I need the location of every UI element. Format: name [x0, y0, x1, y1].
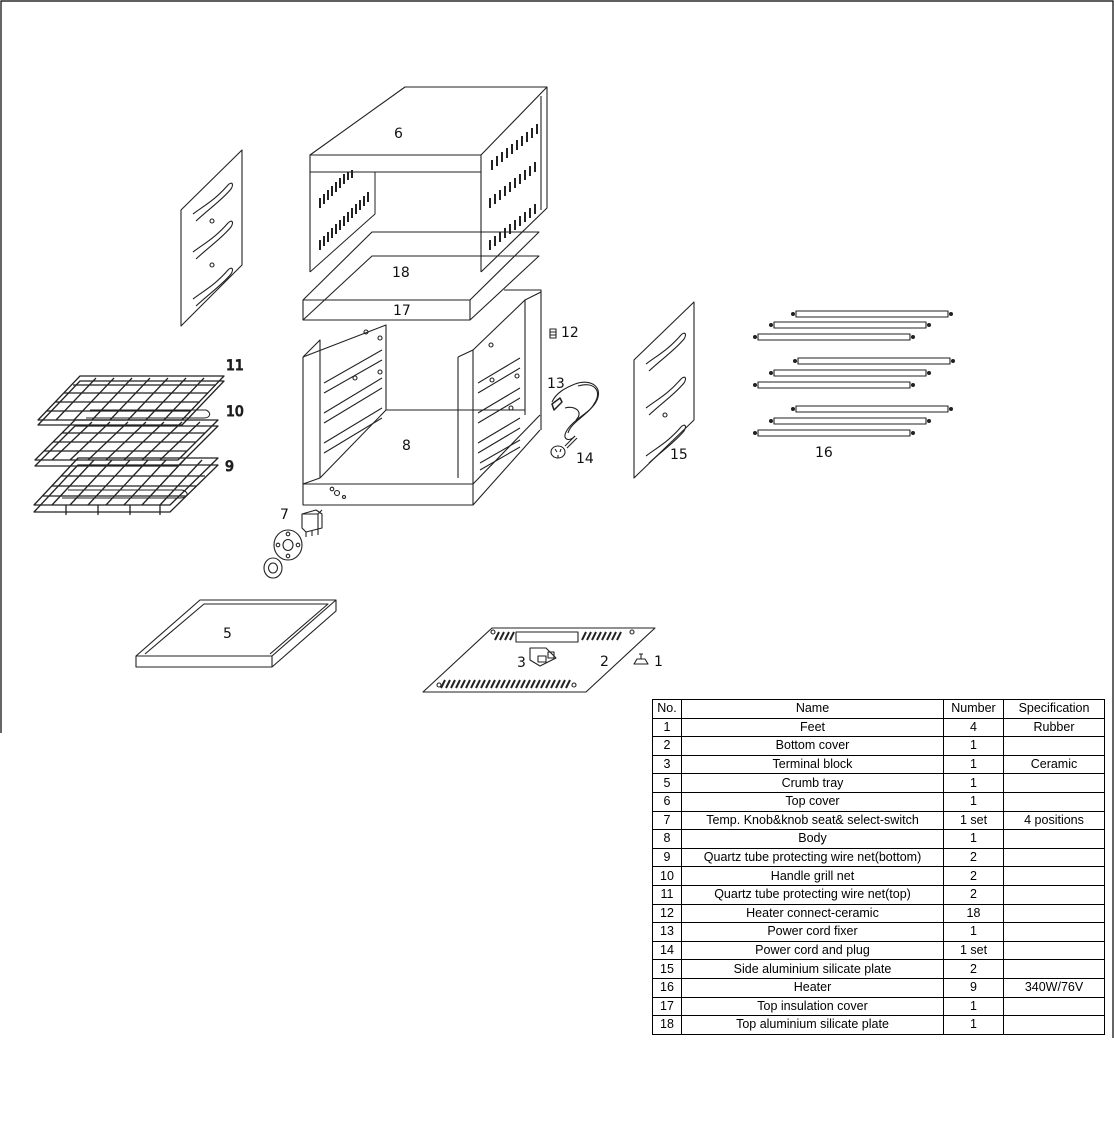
- cell-specification: 340W/76V: [1004, 978, 1105, 997]
- table-row: [653, 960, 1105, 979]
- cell-no: 11: [653, 885, 682, 904]
- cell-specification: [1004, 904, 1105, 923]
- cell-no: 2: [653, 737, 682, 756]
- cell-name: Body: [682, 830, 944, 849]
- callout-11: 11: [226, 358, 244, 374]
- wire-nets-parts: [34, 376, 224, 515]
- table-row: [653, 755, 1105, 774]
- cell-specification: [1004, 737, 1105, 756]
- table-row: [653, 997, 1105, 1016]
- cell-number: 1: [944, 737, 1004, 756]
- callout-6: 6: [394, 126, 403, 142]
- cell-name: Feet: [682, 718, 944, 737]
- table-row: [653, 1016, 1105, 1035]
- power-cord-part: [547, 376, 599, 467]
- cell-no: 8: [653, 830, 682, 849]
- cell-name: Handle grill net: [682, 867, 944, 886]
- cell-number: 1: [944, 830, 1004, 849]
- table-row: [653, 718, 1105, 737]
- table-row: [653, 978, 1105, 997]
- cell-no: 15: [653, 960, 682, 979]
- callout-1: 1: [654, 654, 663, 670]
- cell-name: Power cord and plug: [682, 941, 944, 960]
- cell-no: 7: [653, 811, 682, 830]
- cell-name: Side aluminium silicate plate: [682, 960, 944, 979]
- callout-8: 8: [402, 438, 411, 454]
- cell-specification: Rubber: [1004, 718, 1105, 737]
- cell-name: Quartz tube protecting wire net(top): [682, 885, 944, 904]
- callout-17: 17: [393, 303, 411, 319]
- cell-number: 1: [944, 997, 1004, 1016]
- cell-no: 10: [653, 867, 682, 886]
- table-row: [653, 848, 1105, 867]
- cell-number: 2: [944, 885, 1004, 904]
- cell-name: Top aluminium silicate plate: [682, 1016, 944, 1035]
- cell-number: 1: [944, 1016, 1004, 1035]
- column-header-specification: Specification: [1004, 700, 1105, 719]
- cell-number: 1: [944, 755, 1004, 774]
- cell-specification: [1004, 867, 1105, 886]
- cell-specification: [1004, 1016, 1105, 1035]
- cell-no: 1: [653, 718, 682, 737]
- heater-tubes-part: [753, 311, 955, 461]
- parts-list-table: [652, 699, 1105, 1035]
- cell-name: Top insulation cover: [682, 997, 944, 1016]
- body-part: [303, 290, 541, 505]
- cell-specification: [1004, 830, 1105, 849]
- cell-name: Heater: [682, 978, 944, 997]
- callout-13: 13: [547, 376, 565, 392]
- table-row: [653, 830, 1105, 849]
- cell-number: 1: [944, 923, 1004, 942]
- cell-no: 3: [653, 755, 682, 774]
- cell-no: 18: [653, 1016, 682, 1035]
- cell-number: 1: [944, 774, 1004, 793]
- table-row: [653, 885, 1105, 904]
- left-side-plate-part: [181, 150, 242, 326]
- table-row: [653, 923, 1105, 942]
- table-row: [653, 941, 1105, 960]
- cell-specification: [1004, 923, 1105, 942]
- cell-specification: [1004, 848, 1105, 867]
- cell-number: 2: [944, 867, 1004, 886]
- callout-5: 5: [223, 626, 232, 642]
- cell-no: 16: [653, 978, 682, 997]
- callout-14: 14: [576, 451, 594, 467]
- table-row: [653, 737, 1105, 756]
- column-header-number: Number: [944, 700, 1004, 719]
- cell-specification: [1004, 774, 1105, 793]
- callout-18: 18: [392, 265, 410, 281]
- top-cover-part: [310, 87, 547, 272]
- callout-15: 15: [670, 447, 688, 463]
- cell-specification: 4 positions: [1004, 811, 1105, 830]
- cell-number: 1 set: [944, 941, 1004, 960]
- callout-10: 10: [226, 404, 244, 420]
- cell-name: Bottom cover: [682, 737, 944, 756]
- cell-specification: [1004, 885, 1105, 904]
- table-row: [653, 904, 1105, 923]
- table-row: [653, 811, 1105, 830]
- cell-name: Heater connect-ceramic: [682, 904, 944, 923]
- cell-number: 18: [944, 904, 1004, 923]
- table-header-row: [653, 700, 1105, 719]
- temp-knob-part: [264, 507, 322, 578]
- terminal-block-part: [517, 648, 556, 671]
- callout-12: 12: [561, 325, 579, 341]
- cell-number: 4: [944, 718, 1004, 737]
- cell-no: 17: [653, 997, 682, 1016]
- cell-no: 13: [653, 923, 682, 942]
- callout-9: 9: [225, 459, 234, 475]
- heater-connect-ceramic-part: [550, 325, 579, 341]
- callout-7: 7: [280, 507, 289, 523]
- cell-name: Crumb tray: [682, 774, 944, 793]
- callout-3: 3: [517, 655, 526, 671]
- cell-specification: Ceramic: [1004, 755, 1105, 774]
- cell-name: Quartz tube protecting wire net(bottom): [682, 848, 944, 867]
- table-row: [653, 792, 1105, 811]
- cell-name: Terminal block: [682, 755, 944, 774]
- cell-name: Temp. Knob&knob seat& select-switch: [682, 811, 944, 830]
- bottom-cover-part: [423, 628, 655, 692]
- cell-no: 5: [653, 774, 682, 793]
- cell-number: 9: [944, 978, 1004, 997]
- cell-no: 6: [653, 792, 682, 811]
- column-header-no: No.: [653, 700, 682, 719]
- side-aluminium-silicate-plate-part: [634, 302, 694, 478]
- crumb-tray-part: [136, 600, 336, 667]
- cell-specification: [1004, 997, 1105, 1016]
- cell-no: 12: [653, 904, 682, 923]
- table-row: [653, 774, 1105, 793]
- cell-name: Top cover: [682, 792, 944, 811]
- cell-number: 1: [944, 792, 1004, 811]
- cell-name: Power cord fixer: [682, 923, 944, 942]
- callout-2: 2: [600, 654, 609, 670]
- column-header-name: Name: [682, 700, 944, 719]
- top-aluminium-silicate-plate-part: [303, 232, 539, 300]
- callout-16: 16: [815, 445, 833, 461]
- cell-number: 1 set: [944, 811, 1004, 830]
- table-row: [653, 867, 1105, 886]
- cell-specification: [1004, 960, 1105, 979]
- cell-no: 14: [653, 941, 682, 960]
- cell-specification: [1004, 792, 1105, 811]
- feet-part: [634, 654, 663, 670]
- cell-number: 2: [944, 848, 1004, 867]
- cell-no: 9: [653, 848, 682, 867]
- cell-specification: [1004, 941, 1105, 960]
- cell-number: 2: [944, 960, 1004, 979]
